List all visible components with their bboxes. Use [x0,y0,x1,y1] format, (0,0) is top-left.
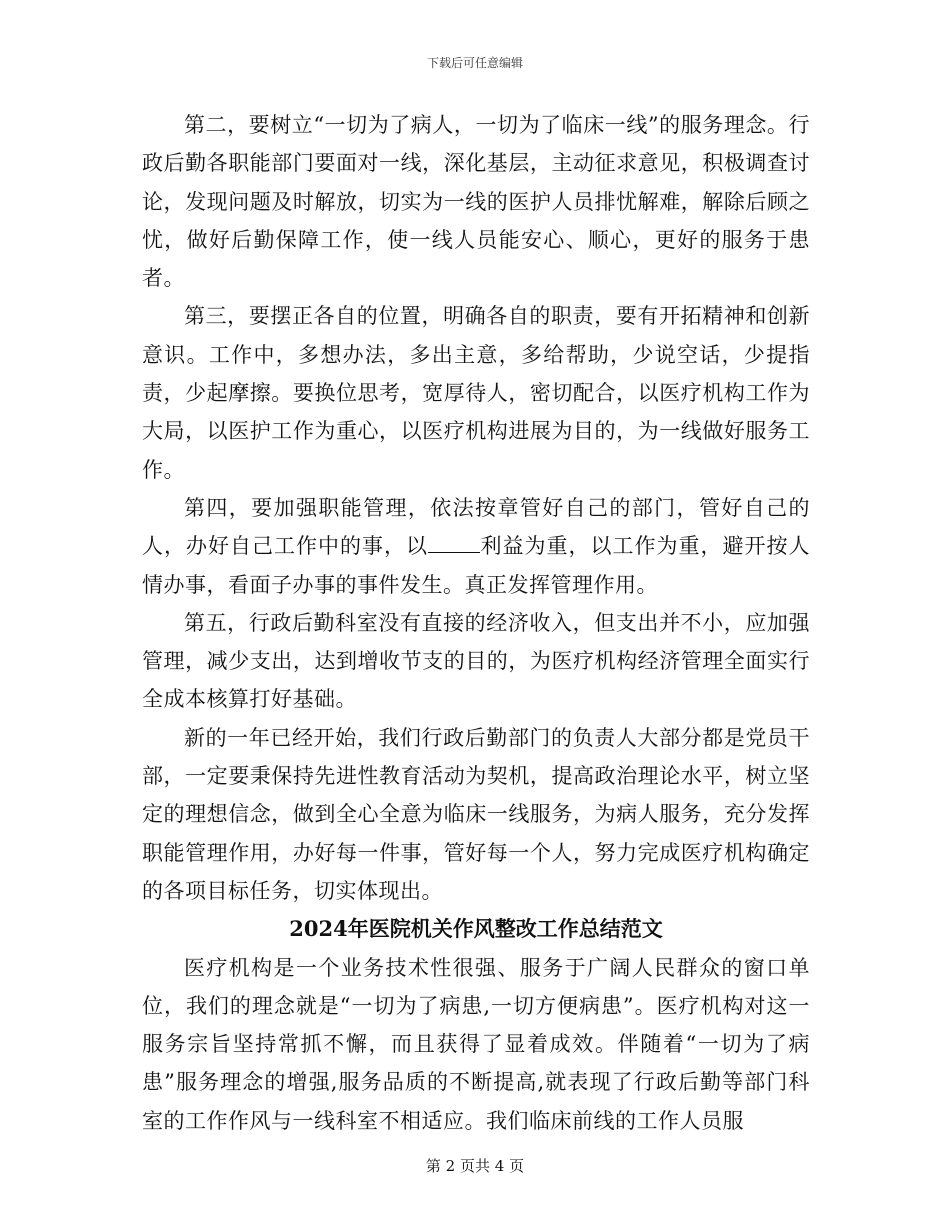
paragraph-3: 第三，要摆正各自的位置，明确各自的职责，要有开拓精神和创新意识。工作中，多想办法，多出主意，多给帮助，少说空话，少提指责，少起摩擦。要换位思考，宽厚待人，密切配合，以医疗机构工作为大局，以医护工作为重心，以医疗机构进展为目的，为一线做好服务工作。 [142,304,810,482]
paragraph-4 [142,489,810,604]
paragraph-2: 第二，要树立“一切为了病人，一切为了临床一线”的服务理念。行政后勤各职能部门要面对一线，深化基层，主动征求意见，积极调查讨论，发现问题及时解放，切实为一线的医护人员排忧解难，解除后顾之忧，做好后勤保障工作，使一线人员能安心、顺心，更好的服务于患者。 [142,113,810,291]
fill-blank [428,532,480,553]
page-header: 下载后可任意编辑 [426,56,523,70]
document-body [142,106,810,1140]
paragraph-4-part1: 第四，要加强职能管理，依法按章管好自己的部门，管好自己的人，办好自己工作中的事，以 [142,495,810,559]
paragraph-intro: 医疗机构是一个业务技术性很强、服务于广阔人民群众的窗口单位，我们的理念就是“一切为了病患,一切方便病患”。医疗机构对这一服务宗旨坚持常抓不懈，而且获得了显着成效。伴随着“一切为了病患”服务理念的增强,服务品质的不断提高,就表现了行政后勤等部门科室的工作作风与一线科室不相适应。我们临床前线的工作人员服 [142,955,810,1133]
section-title: 2024年医院机关作风整改工作总结范文 [289,916,663,942]
paragraph-5: 第五，行政后勤科室没有直接的经济收入，但支出并不小，应加强管理，减少支出，达到增收节支的目的，为医疗机构经济管理全面实行全成本核算打好基础。 [142,610,810,712]
paragraph-4-part2: 利益为重，以工作为重，避开按人情办事，看面子办事的事件发生。真正发挥管理作用。 [142,534,810,597]
paragraph-new-year: 新的一年已经开始，我们行政后勤部门的负责人大部分都是党员干部，一定要秉保持先进性教育活动为契机，提高政治理论水平，树立坚定的理想信念，做到全心全意为临床一线服务，为病人服务，充分发挥职能管理作用，办好每一件事，管好每一个人，努力完成医疗机构确定的各项目标任务，切实体现出。 [142,725,810,903]
page-footer: 第 2 页共 4 页 [425,1157,525,1175]
